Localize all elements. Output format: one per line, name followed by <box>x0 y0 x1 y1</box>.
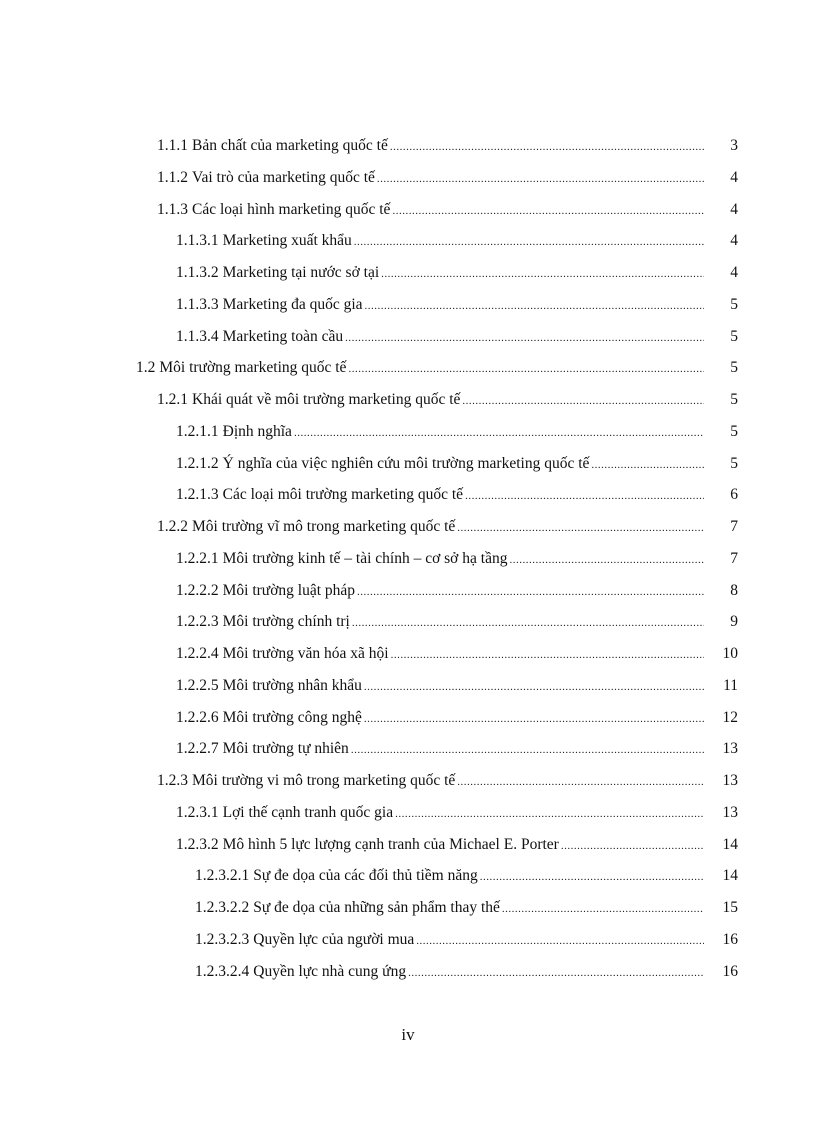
toc-dot-leader <box>391 640 704 672</box>
toc-section-number: 1.1.3.1 <box>176 232 219 250</box>
toc-dot-leader <box>352 608 704 640</box>
toc-page-number: 15 <box>722 899 738 916</box>
toc-entry[interactable] <box>0 797 816 829</box>
toc-section-title: Môi trường marketing quốc tế <box>159 359 347 377</box>
toc-section-title: Môi trường nhân khẩu <box>222 676 362 694</box>
toc-dot-leader <box>364 704 704 736</box>
toc-page-number: 4 <box>730 232 738 250</box>
toc-section-title: Môi trường kinh tế – tài chính – cơ sở hạ tầng <box>222 549 508 567</box>
toc-dot-leader <box>357 577 704 609</box>
toc-section-number: 1.2.2.2 <box>176 581 219 599</box>
toc-section-title: Marketing xuất khẩu <box>222 232 352 250</box>
toc-entry-text <box>157 765 708 799</box>
toc-dot-leader <box>351 735 704 767</box>
toc-entry[interactable] <box>0 321 816 353</box>
toc-section-title: Marketing tại nước sở tại <box>222 264 380 281</box>
toc-section-number: 1.2 <box>136 359 156 377</box>
toc-dot-leader <box>561 831 704 863</box>
toc-section-title: Môi trường công nghệ <box>222 708 362 726</box>
toc-page-number: 16 <box>722 962 738 980</box>
toc-section-number: 1.2.3.2.1 <box>195 867 250 885</box>
toc-entry[interactable] <box>0 511 816 543</box>
toc-section-number: 1.1.3.4 <box>176 327 219 345</box>
toc-section-title: Môi trường luật pháp <box>222 581 356 599</box>
toc-page-number: 5 <box>730 391 738 408</box>
toc-entry[interactable] <box>0 352 816 384</box>
toc-dot-leader <box>365 291 704 323</box>
toc-entry[interactable] <box>0 162 816 194</box>
toc-dot-leader <box>392 196 704 228</box>
toc-section-number: 1.2.3.2.4 <box>195 962 250 980</box>
toc-entry[interactable] <box>0 257 816 289</box>
toc-dot-leader <box>377 164 704 196</box>
toc-section-title: Mô hình 5 lực lượng cạnh tranh của Michael E. Porter <box>222 835 559 853</box>
toc-section-number: 1.2.2.7 <box>176 740 219 758</box>
toc-section-number: 1.2.3.1 <box>176 803 219 821</box>
toc-dot-leader <box>345 323 704 355</box>
toc-section-number: 1.1.3.3 <box>176 295 219 313</box>
toc-entry-text <box>176 575 708 609</box>
toc-entry-text <box>195 860 708 894</box>
toc-entry-text <box>176 225 708 259</box>
toc-page-number: 13 <box>722 803 738 821</box>
toc-dot-leader <box>348 354 704 386</box>
toc-section-number: 1.2.1 <box>157 391 188 408</box>
toc-section-title: Sự đe dọa của những sản phẩm thay thế <box>253 899 500 916</box>
toc-page-number: 5 <box>730 359 738 377</box>
toc-section-number: 1.2.2.4 <box>176 645 219 662</box>
toc-entry[interactable] <box>0 194 816 226</box>
toc-dot-leader <box>457 513 704 545</box>
toc-entry-text <box>195 892 708 926</box>
toc-section-title: Marketing toàn cầu <box>222 327 344 345</box>
toc-entry[interactable] <box>0 448 816 480</box>
toc-entry-text <box>176 606 708 640</box>
toc-section-title: Ý nghĩa của việc nghiên cứu môi trường marketing quốc tế <box>222 454 590 472</box>
toc-page-number: 14 <box>722 867 738 885</box>
toc-entry-text <box>176 702 708 736</box>
toc-dot-leader <box>381 259 704 291</box>
toc-entry-text <box>157 194 708 228</box>
toc-section-number: 1.1.1 <box>157 137 188 154</box>
toc-section-number: 1.2.1.2 <box>176 454 219 472</box>
toc-page-number: 5 <box>730 454 738 472</box>
toc-page-number: 6 <box>730 486 738 504</box>
toc-entry[interactable] <box>0 702 816 734</box>
toc-section-title: Môi trường vi mô trong marketing quốc tế <box>192 772 456 789</box>
toc-section-title: Quyền lực của người mua <box>253 930 415 948</box>
toc-section-number: 1.2.2.3 <box>176 613 219 631</box>
toc-page-number: 8 <box>730 581 738 599</box>
toc-section-number: 1.2.2.6 <box>176 708 219 726</box>
toc-section-title: Môi trường tự nhiên <box>222 740 349 758</box>
toc-section-number: 1.2.3.2.2 <box>195 899 250 916</box>
toc-section-number: 1.2.2 <box>157 518 188 535</box>
toc-entry[interactable] <box>0 289 816 321</box>
toc-page-number: 4 <box>730 168 738 186</box>
toc-entry-text <box>176 321 708 355</box>
toc-section-number: 1.2.3.2 <box>176 835 219 853</box>
toc-entry-text <box>176 733 708 767</box>
toc-page-number: 12 <box>722 708 738 726</box>
toc-page-number: 5 <box>730 295 738 313</box>
toc-entry-text <box>195 956 708 990</box>
toc-entry[interactable] <box>0 130 816 162</box>
toc-dot-leader <box>465 481 704 513</box>
toc-entry[interactable] <box>0 892 816 924</box>
toc-dot-leader <box>294 418 704 450</box>
toc-entry-text <box>195 924 708 958</box>
toc-section-title: Khái quát về môi trường marketing quốc tế <box>192 391 461 408</box>
toc-section-title: Lợi thế cạnh tranh quốc gia <box>222 803 394 821</box>
toc-dot-leader <box>354 227 704 259</box>
toc-page-number: 7 <box>730 518 738 535</box>
toc-section-title: Các loại môi trường marketing quốc tế <box>222 486 464 504</box>
toc-entry-text <box>176 638 708 672</box>
toc-entry[interactable] <box>0 956 816 988</box>
toc-section-number: 1.2.3 <box>157 772 188 789</box>
toc-entry-text <box>157 162 708 196</box>
toc-page-number: 5 <box>730 422 738 440</box>
toc-section-title: Định nghĩa <box>222 422 292 440</box>
toc-page-number: 3 <box>730 137 738 154</box>
toc-section-number: 1.2.3.2.3 <box>195 930 250 948</box>
toc-dot-leader <box>408 958 704 990</box>
toc-entry-text <box>176 257 708 291</box>
toc-entry-text <box>176 416 708 450</box>
toc-page-number: 7 <box>730 549 738 567</box>
toc-entry-text <box>157 130 708 164</box>
toc-entry-text <box>176 448 708 482</box>
toc-entry[interactable] <box>0 479 816 511</box>
toc-dot-leader <box>390 132 704 164</box>
toc-dot-leader <box>591 450 704 482</box>
toc-entry[interactable] <box>0 225 816 257</box>
toc-entry-text <box>157 384 708 418</box>
toc-entry[interactable] <box>0 733 816 765</box>
toc-dot-leader <box>457 767 704 799</box>
toc-page-number: 5 <box>730 327 738 345</box>
toc-page-number: 16 <box>722 930 738 948</box>
toc-dot-leader <box>395 799 704 831</box>
toc-dot-leader <box>416 926 704 958</box>
toc-section-number: 1.2.2.5 <box>176 676 219 694</box>
toc-section-number: 1.1.2 <box>157 168 188 186</box>
toc-page-number: 10 <box>722 645 738 662</box>
toc-entry[interactable] <box>0 606 816 638</box>
toc-page-number: 11 <box>723 676 738 694</box>
toc-entry[interactable] <box>0 765 816 797</box>
toc-dot-leader <box>462 386 704 418</box>
toc-entry[interactable] <box>0 638 816 670</box>
toc-entry-text <box>157 511 708 545</box>
toc-page-number: 13 <box>722 772 738 789</box>
toc-section-number: 1.1.3 <box>157 200 188 218</box>
toc-entry-text <box>176 797 708 831</box>
toc-section-number: 1.2.1.1 <box>176 422 219 440</box>
toc-section-number: 1.2.2.1 <box>176 549 219 567</box>
page-number-footer: iv <box>401 1025 415 1044</box>
toc-page-number: 9 <box>730 613 738 631</box>
toc-section-number: 1.2.1.3 <box>176 486 219 504</box>
toc-section-title: Môi trường văn hóa xã hội <box>222 645 389 662</box>
toc-dot-leader <box>480 862 704 894</box>
toc-entry[interactable] <box>0 416 816 448</box>
toc-section-title: Các loại hình marketing quốc tế <box>192 200 391 218</box>
toc-page-number: 13 <box>722 740 738 758</box>
toc-section-title: Marketing đa quốc gia <box>222 295 363 313</box>
toc-entry[interactable] <box>0 829 816 861</box>
toc-section-title: Vai trò của marketing quốc tế <box>192 168 375 186</box>
toc-page-number: 4 <box>730 200 738 218</box>
toc-entry-text <box>176 289 708 323</box>
toc-entry[interactable] <box>0 670 816 702</box>
toc-section-title: Môi trường vĩ mô trong marketing quốc tế <box>192 518 456 535</box>
toc-section-title: Quyền lực nhà cung ứng <box>253 962 407 980</box>
toc-entry[interactable] <box>0 860 816 892</box>
table-of-contents <box>0 130 816 987</box>
toc-entry-text <box>176 543 708 577</box>
toc-section-title: Môi trường chính trị <box>222 613 350 631</box>
toc-entry[interactable] <box>0 384 816 416</box>
toc-entry-text <box>176 479 708 513</box>
toc-entry[interactable] <box>0 575 816 607</box>
toc-section-title: Bản chất của marketing quốc tế <box>192 137 388 154</box>
toc-page-number: 14 <box>722 835 738 853</box>
toc-section-number: 1.1.3.2 <box>176 264 219 281</box>
toc-entry-text <box>136 352 708 386</box>
toc-entry[interactable] <box>0 543 816 575</box>
toc-page-number: 4 <box>730 264 738 281</box>
toc-section-title: Sự đe dọa của các đối thủ tiềm năng <box>253 867 478 885</box>
toc-entry-text <box>176 670 708 704</box>
toc-dot-leader <box>364 672 704 704</box>
toc-dot-leader <box>502 894 704 926</box>
toc-entry[interactable] <box>0 924 816 956</box>
toc-dot-leader <box>509 545 704 577</box>
toc-entry-text <box>176 829 708 863</box>
